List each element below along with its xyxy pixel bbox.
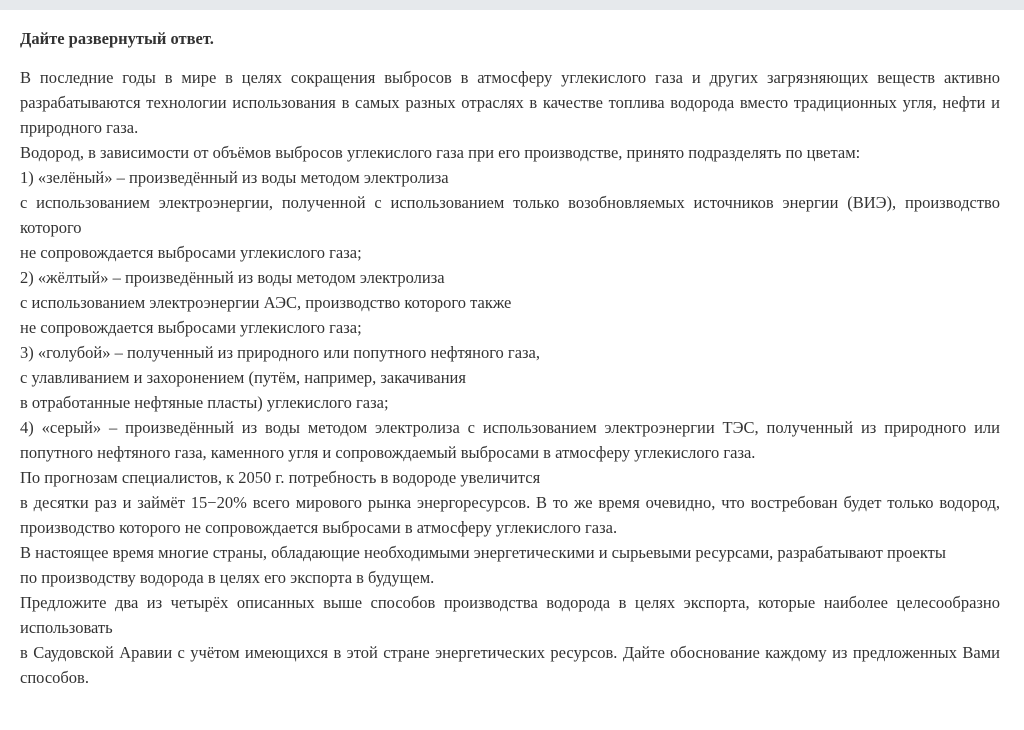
- item-green: 1) «зелёный» – произведённый из воды методом электролиза: [20, 168, 449, 187]
- item-green-end: не сопровождается выбросами углекислого газа;: [20, 243, 362, 262]
- item-yellow-detail: с использованием электроэнергии АЭС, производство которого также: [20, 293, 512, 312]
- paragraph-countries: В настоящее время многие страны, обладающие необходимыми энергетическими и сырьевыми ресурсами, разрабатывают проекты: [20, 543, 946, 562]
- top-strip: [0, 0, 1024, 10]
- task-text: [0, 10, 1024, 690]
- item-blue-detail: с улавливанием и захоронением (путём, например, закачивания: [20, 368, 466, 387]
- paragraph-forecast: По прогнозам специалистов, к 2050 г. потребность в водороде увеличится: [20, 468, 541, 487]
- paragraph-question: Предложите два из четырёх описанных выше способов производства водорода в целях экспорта, которые наиболее целесообразно использовать: [20, 593, 1000, 637]
- item-green-detail: с использованием электроэнергии, полученной с использованием только возобновляемых источников энергии (ВИЭ), производство которого: [20, 193, 1000, 237]
- item-blue-end: в отработанные нефтяные пласты) углекислого газа;: [20, 393, 389, 412]
- task-heading: Дайте развернутый ответ.: [20, 29, 214, 48]
- paragraph-forecast-detail: в десятки раз и займёт 15−20% всего мирового рынка энергоресурсов. В то же время очевидно, что востребован будет только водород, производство которого не сопровождается выбросами в атмосферу углекислого газа.: [20, 493, 1000, 537]
- item-blue: 3) «голубой» – полученный из природного или попутного нефтяного газа,: [20, 343, 540, 362]
- paragraph-colors: Водород, в зависимости от объёмов выбросов углекислого газа при его производстве, принято подразделять по цветам:: [20, 143, 861, 162]
- paragraph-countries-end: по производству водорода в целях его экспорта в будущем.: [20, 568, 435, 587]
- item-yellow-end: не сопровождается выбросами углекислого газа;: [20, 318, 362, 337]
- item-yellow: 2) «жёлтый» – произведённый из воды методом электролиза: [20, 268, 445, 287]
- item-grey: 4) «серый» – произведённый из воды методом электролиза с использованием электроэнергии ТЭС, полученный из природного или попутного нефтяного газа, каменного угля и сопровождаемый выбросами в атмосферу углекислого газа.: [20, 418, 1000, 462]
- paragraph-intro: В последние годы в мире в целях сокращения выбросов в атмосферу углекислого газа и других загрязняющих веществ активно разрабатываются технологии использования в самых разных отраслях в качестве топлива водорода вместо традиционных угля, нефти и природного газа.: [20, 68, 1000, 137]
- paragraph-question-end: в Саудовской Аравии с учётом имеющихся в этой стране энергетических ресурсов. Дайте обоснование каждому из предложенных Вами способов.: [20, 643, 1000, 687]
